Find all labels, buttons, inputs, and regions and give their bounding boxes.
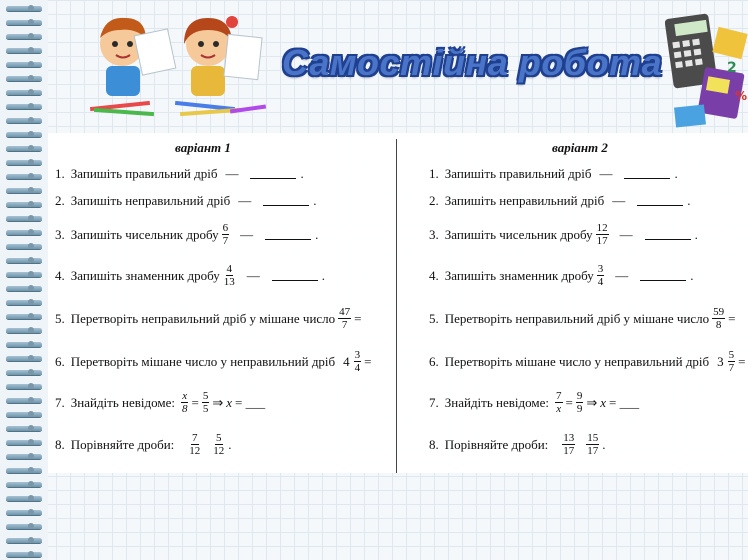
- spiral-ring: [6, 146, 42, 151]
- boy-shirt: [106, 66, 140, 96]
- task-text: Запишіть правильний дріб: [70, 166, 218, 181]
- svg-text:2: 2: [727, 60, 737, 76]
- v2-task-7: 7. Знайдіть невідоме: $\frac{7}{x}$ = $\frac{9}{9}$ ⇒ x = ___: [429, 390, 640, 415]
- v1-task-6: 6. Перетворіть мішане число у неправильний дріб 4 $\frac{3}{4}$ =: [55, 349, 372, 374]
- spiral-hole: [28, 257, 34, 263]
- task-text: Знайдіть невідоме:: [444, 394, 549, 410]
- fraction: $\frac{x}{8}$: [182, 390, 188, 415]
- spiral-ring: [6, 328, 42, 333]
- spiral-ring: [6, 118, 42, 123]
- task-text: Перетворіть неправильний дріб у мішане число: [444, 310, 710, 326]
- spiral-ring: [6, 132, 42, 137]
- answer-blank[interactable]: = ___: [235, 394, 266, 410]
- answer-blank[interactable]: [263, 204, 309, 206]
- spiral-hole: [28, 5, 34, 11]
- spiral-ring: [6, 174, 42, 179]
- spiral-hole: [28, 201, 34, 207]
- spiral-hole: [28, 453, 34, 459]
- fraction: $\frac{12}{17}$: [596, 222, 608, 247]
- svg-text:%: %: [735, 89, 748, 103]
- spiral-ring: [6, 510, 42, 515]
- spiral-hole: [28, 299, 34, 305]
- v2-task-8: 8. Порівняйте дроби: $\frac{13}{17}$ $\frac{15}{17}$ .: [429, 432, 606, 457]
- spiral-hole: [28, 509, 34, 515]
- fraction: $\frac{9}{9}$: [576, 390, 583, 415]
- fraction: $\frac{3}{4}$: [597, 263, 604, 288]
- column-divider: [396, 139, 397, 473]
- answer-blank[interactable]: [265, 238, 311, 240]
- spiral-ring: [6, 76, 42, 81]
- answer-blank[interactable]: [624, 177, 670, 179]
- spiral-ring: [6, 468, 42, 473]
- spiral-ring: [6, 104, 42, 109]
- variant-2-title: варіант 2: [552, 140, 608, 155]
- task-text: Запишіть знаменник дробу: [70, 267, 220, 283]
- spiral-hole: [28, 369, 34, 375]
- answer-blank[interactable]: [645, 238, 691, 240]
- spiral-hole: [28, 47, 34, 53]
- spiral-hole: [28, 537, 34, 543]
- task-text: Перетворіть неправильний дріб у мішане число: [70, 310, 336, 326]
- spiral-hole: [28, 89, 34, 95]
- spiral-hole: [28, 327, 34, 333]
- spiral-hole: [28, 551, 34, 557]
- v1-task-4: 4. Запишіть знаменник дробу $\frac{4}{13}$ — .: [55, 263, 326, 288]
- spiral-hole: [28, 439, 34, 445]
- fraction: $\frac{59}{8}$: [713, 306, 725, 331]
- spiral-hole: [28, 523, 34, 529]
- spiral-hole: [28, 117, 34, 123]
- task-text: Запишіть неправильний дріб: [444, 193, 605, 208]
- spiral-hole: [28, 33, 34, 39]
- spiral-ring: [6, 398, 42, 403]
- spiral-ring: [6, 244, 42, 249]
- spiral-ring: [6, 342, 42, 347]
- spiral-ring: [6, 314, 42, 319]
- fraction: $\frac{7}{x}$: [556, 390, 562, 415]
- fraction: $\frac{13}{17}$: [563, 432, 575, 457]
- task-text: Запишіть чисельник дробу: [444, 226, 593, 242]
- v2-task-6: 6. Перетворіть мішане число у неправильний дріб 3 $\frac{5}{7}$ =: [429, 349, 746, 374]
- v1-task-1: 1. Запишіть правильний дріб — .: [55, 166, 304, 181]
- spiral-ring: [6, 482, 42, 487]
- spiral-hole: [28, 285, 34, 291]
- notebook-spiral: [0, 0, 48, 560]
- task-text: Знайдіть невідоме:: [70, 394, 175, 410]
- spiral-hole: [28, 495, 34, 501]
- worksheet-area: [48, 133, 748, 473]
- v1-task-3: 3. Запишіть чисельник дробу $\frac{6}{7}$ — .: [55, 222, 319, 247]
- fraction: $\frac{5}{7}$: [728, 349, 735, 374]
- spiral-ring: [6, 202, 42, 207]
- fraction: $\frac{5}{12}$: [213, 432, 225, 457]
- task-text: Порівняйте дроби:: [70, 436, 175, 452]
- spiral-hole: [28, 397, 34, 403]
- v2-task-1: 1. Запишіть правильний дріб — .: [429, 166, 678, 181]
- fraction: $\frac{6}{7}$: [222, 222, 229, 247]
- variant-1-title: варіант 1: [175, 140, 231, 155]
- spiral-hole: [28, 131, 34, 137]
- task-text: Порівняйте дроби:: [444, 436, 549, 452]
- boy-paper: [134, 29, 176, 75]
- task-text: Запишіть неправильний дріб: [70, 193, 231, 208]
- spiral-hole: [28, 145, 34, 151]
- v2-task-3: 3. Запишіть чисельник дробу $\frac{12}{17}$ — .: [429, 222, 698, 247]
- spiral-hole: [28, 411, 34, 417]
- spiral-ring: [6, 6, 42, 11]
- v2-task-4: 4. Запишіть знаменник дробу $\frac{3}{4}$ — .: [429, 263, 694, 288]
- spiral-hole: [28, 215, 34, 221]
- spiral-ring: [6, 216, 42, 221]
- spiral-hole: [28, 159, 34, 165]
- spiral-hole: [28, 467, 34, 473]
- spiral-hole: [28, 173, 34, 179]
- girl-shirt: [191, 66, 225, 96]
- v1-task-2: 2. Запишіть неправильний дріб — .: [55, 193, 317, 208]
- spiral-hole: [28, 271, 34, 277]
- spiral-ring: [6, 524, 42, 529]
- answer-blank[interactable]: [640, 279, 686, 281]
- v2-task-2: 2. Запишіть неправильний дріб — .: [429, 193, 691, 208]
- spiral-hole: [28, 341, 34, 347]
- fraction: $\frac{15}{17}$: [587, 432, 599, 457]
- fraction: $\frac{4}{13}$: [223, 263, 235, 288]
- fraction: $\frac{7}{12}$: [189, 432, 201, 457]
- spiral-ring: [6, 34, 42, 39]
- spiral-ring: [6, 538, 42, 543]
- spiral-hole: [28, 481, 34, 487]
- spiral-hole: [28, 425, 34, 431]
- answer-blank[interactable]: [272, 279, 318, 281]
- spiral-ring: [6, 286, 42, 291]
- task-text: Запишіть знаменник дробу: [444, 267, 594, 283]
- girl-paper: [224, 34, 262, 79]
- kids-illustration: [80, 8, 270, 120]
- v1-task-5: 5. Перетворіть неправильний дріб у мішане число $\frac{47}{7}$ =: [55, 306, 362, 331]
- spiral-hole: [28, 355, 34, 361]
- spiral-ring: [6, 454, 42, 459]
- spiral-ring: [6, 48, 42, 53]
- answer-blank[interactable]: [637, 204, 683, 206]
- spiral-hole: [28, 75, 34, 81]
- spiral-ring: [6, 496, 42, 501]
- spiral-ring: [6, 426, 42, 431]
- page-title: Самостійна робота: [282, 42, 663, 83]
- spiral-ring: [6, 384, 42, 389]
- spiral-ring: [6, 62, 42, 67]
- task-text: Перетворіть мішане число у неправильний дріб: [70, 353, 336, 369]
- spiral-hole: [28, 243, 34, 249]
- mixed-number: 4 $\frac{3}{4}$: [343, 349, 361, 374]
- spiral-hole: [28, 19, 34, 25]
- spiral-ring: [6, 160, 42, 165]
- spiral-ring: [6, 412, 42, 417]
- mixed-number: 3 $\frac{5}{7}$: [717, 349, 735, 374]
- spiral-hole: [28, 383, 34, 389]
- task-text: Запишіть правильний дріб: [444, 166, 592, 181]
- spiral-ring: [6, 440, 42, 445]
- spiral-ring: [6, 272, 42, 277]
- calculator-illustration: [665, 10, 748, 132]
- spiral-ring: [6, 20, 42, 25]
- spiral-ring: [6, 552, 42, 557]
- spiral-hole: [28, 61, 34, 67]
- v1-task-8: 8. Порівняйте дроби: $\frac{7}{12}$ $\frac{5}{12}$ .: [55, 432, 232, 457]
- spiral-ring: [6, 230, 42, 235]
- task-text: Перетворіть мішане число у неправильний дріб: [444, 353, 710, 369]
- spiral-ring: [6, 300, 42, 305]
- fraction: $\frac{3}{4}$: [354, 349, 361, 374]
- task-text: Запишіть чисельник дробу: [70, 226, 219, 242]
- v2-task-5: 5. Перетворіть неправильний дріб у мішане число $\frac{59}{8}$ =: [429, 306, 736, 331]
- spiral-ring: [6, 90, 42, 95]
- spiral-ring: [6, 370, 42, 375]
- spiral-ring: [6, 188, 42, 193]
- spiral-hole: [28, 103, 34, 109]
- fraction: $\frac{47}{7}$: [339, 306, 351, 331]
- spiral-ring: [6, 356, 42, 361]
- answer-blank[interactable]: [250, 177, 296, 179]
- spiral-hole: [28, 187, 34, 193]
- fraction: $\frac{5}{5}$: [202, 390, 209, 415]
- spiral-hole: [28, 229, 34, 235]
- spiral-ring: [6, 258, 42, 263]
- spiral-hole: [28, 313, 34, 319]
- answer-blank[interactable]: = ___: [609, 394, 640, 410]
- v1-task-7: 7. Знайдіть невідоме: $\frac{x}{8}$ = $\frac{5}{5}$ ⇒ x = ___: [55, 390, 266, 415]
